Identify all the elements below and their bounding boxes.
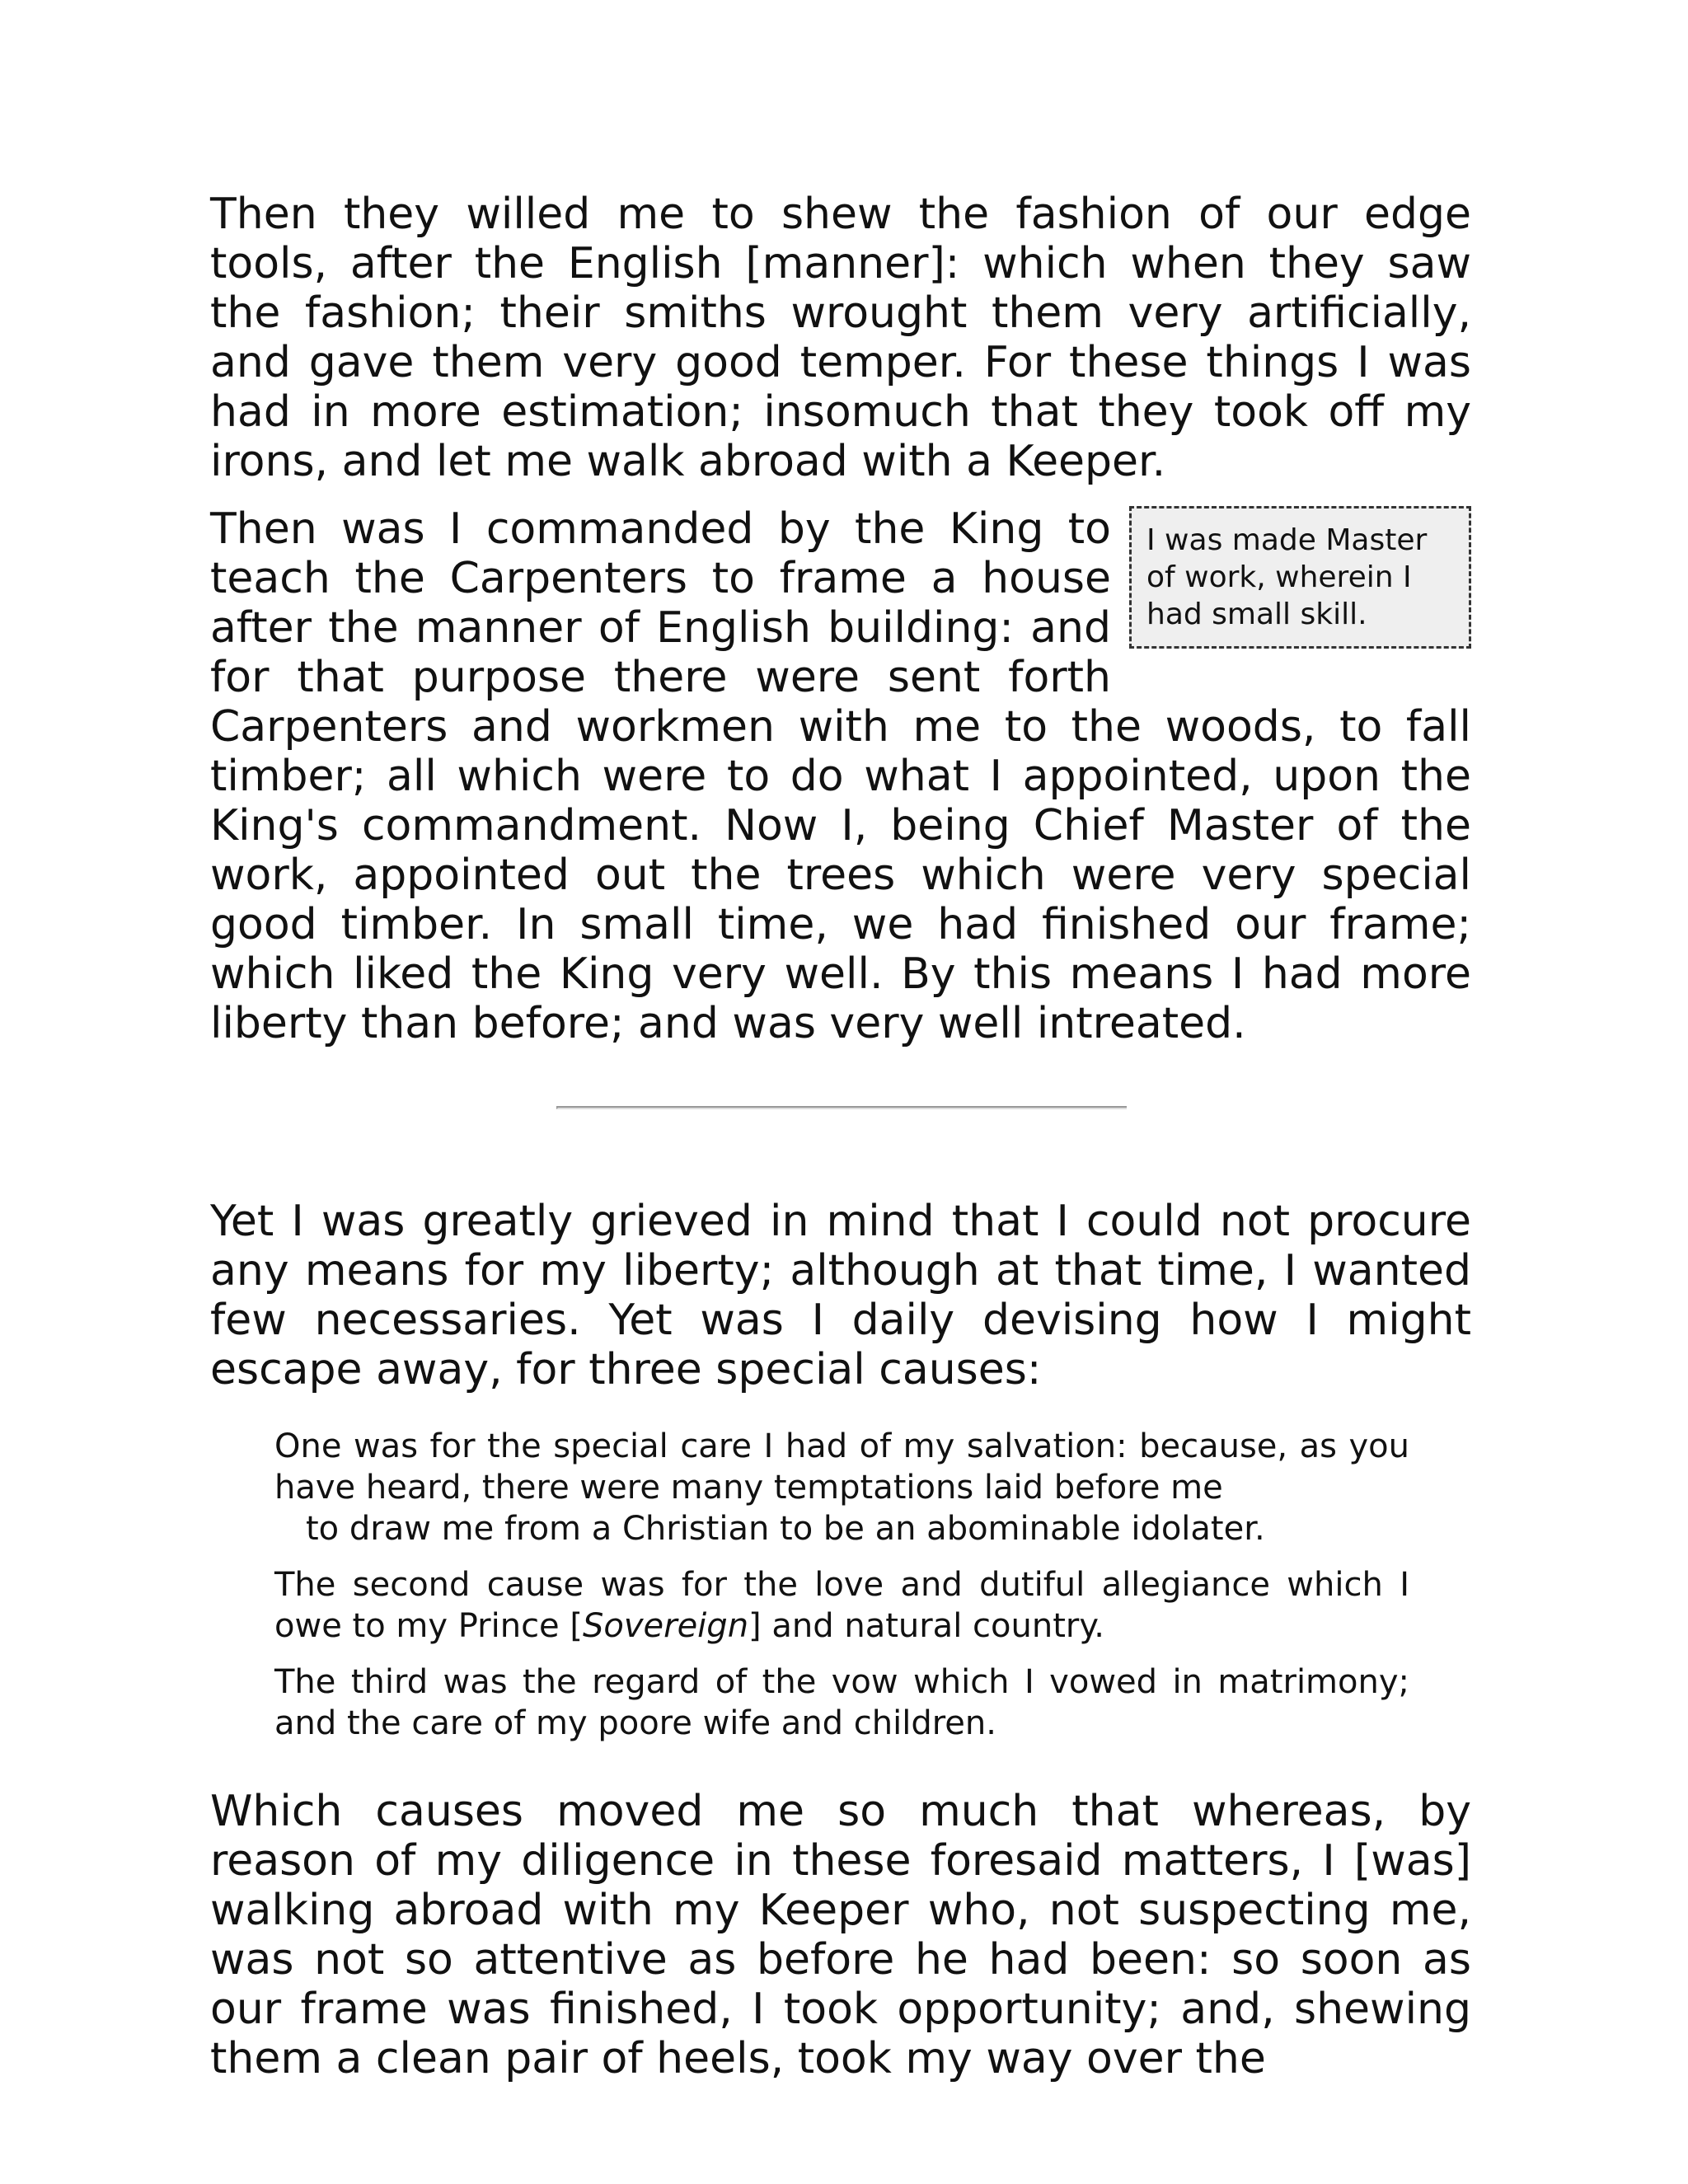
cause-two bbox=[274, 1564, 1409, 1647]
cause-one-text: One was for the special care I had of my salvation: because, as you have heard, there were many temptations laid before me bbox=[274, 1427, 1409, 1507]
paragraph: Yet I was greatly grieved in mind that I could not procure any means for my liberty; although at that time, I wanted few necessaries. Yet was I daily devising how I might escape away, for three special causes: bbox=[210, 1197, 1471, 1394]
paragraph: Then they willed me to shew the fashion of our edge tools, after the English [manner]: which when they saw the fashion; their smiths wrought them very artificially, and gave them very good temper. For these things I was had in more estimation; insomuch that they took off my irons, and let me walk abroad with a Keeper. bbox=[210, 190, 1471, 486]
cause-two-text-end: ] and natural country. bbox=[748, 1607, 1104, 1645]
document-page bbox=[210, 190, 1471, 2083]
cause-two-text: The second cause was for the love and dutiful allegiance which I owe to my Prince [ bbox=[274, 1566, 1409, 1645]
horizontal-rule bbox=[556, 1106, 1127, 1109]
block-quote bbox=[274, 1426, 1409, 1744]
section-divider bbox=[210, 1106, 1471, 1164]
paragraph: Which causes moved me so much that whereas, by reason of my diligence in these foresaid matters, I [was] walking abroad with my Keeper who, not suspecting me, was not so attentive as before he had been: so soon as our frame was finished, I took opportunity; and, shewing them a clean pair of heels, took my way over the bbox=[210, 1787, 1471, 2083]
paragraph: Then was I commanded by the King to teach the Carpenters to frame a house after the manner of English building: and for that purpose there were sent forth Carpenters and workmen with me to the woods, to fall timber; all which were to do what I appointed, upon the King's commandment. Now I, being Chief Master of the work, appointed out the trees which were very special good timber. In small time, we had finished our frame; which liked the King very well. By this means I had more liberty than before; and was very well intreated. bbox=[210, 504, 1471, 1048]
cause-one bbox=[274, 1426, 1409, 1549]
sidenote: I was made Master of work, wherein I had small skill. bbox=[1129, 506, 1471, 649]
cause-three: The third was the regard of the vow which I vowed in matrimony; and the care of my poore wife and children. bbox=[274, 1663, 1409, 1742]
cause-two-emphasis: Sovereign bbox=[582, 1607, 749, 1645]
paragraph-with-sidenote bbox=[210, 504, 1471, 1048]
cause-one-continuation: to draw me from a Christian to be an abominable idolater. bbox=[306, 1510, 1265, 1548]
